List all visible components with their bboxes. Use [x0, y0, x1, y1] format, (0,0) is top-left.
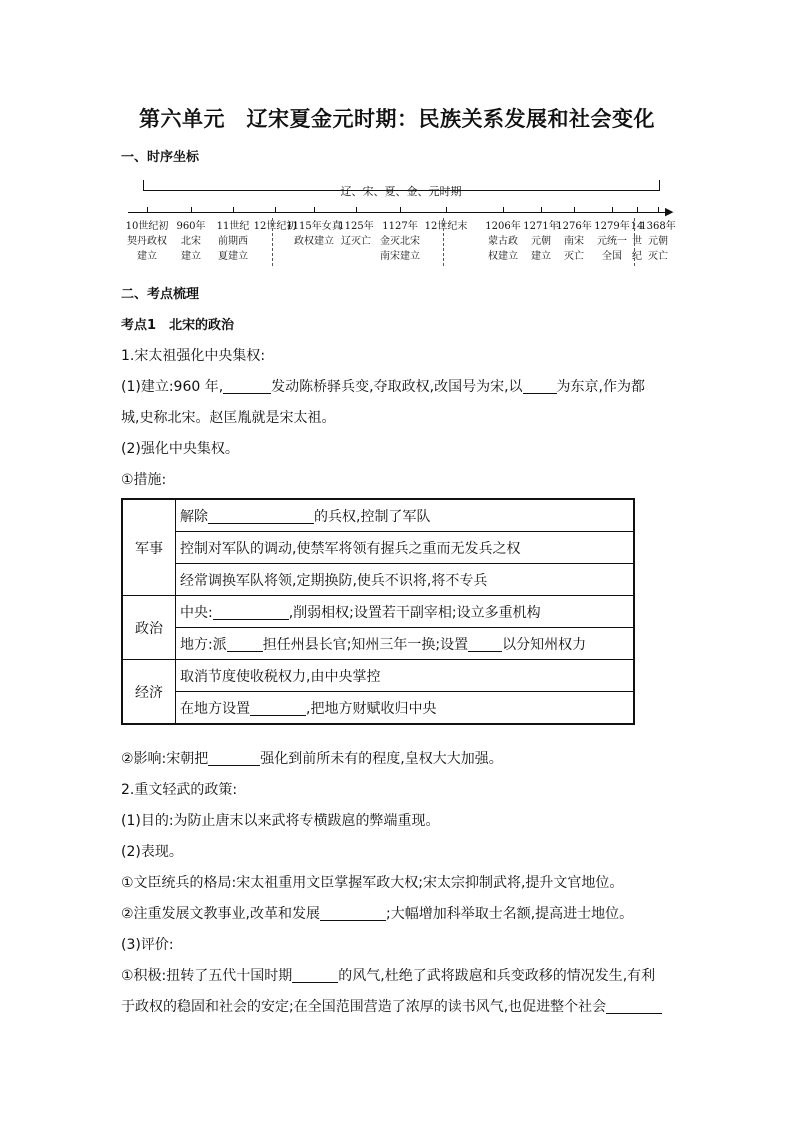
timeline-event-line: 政权建立: [294, 236, 334, 247]
category-cell: 政治: [122, 596, 176, 660]
timeline-event-line: 11世纪: [216, 221, 250, 232]
table-cell: 取消节度使收税权力,由中央掌控: [176, 660, 635, 692]
timeline-tick: [541, 207, 542, 213]
paragraph: ①文臣统兵的格局:宋太祖重用文臣掌握军政大权;宋太宗抑制武将,提升文官地位。: [121, 875, 624, 891]
timeline-event-line: 1368年: [640, 221, 676, 232]
paragraph: (1)目的:为防止唐末以来武将专横跋扈的弊端重现。: [121, 813, 440, 829]
paragraph: ①积极:扭转了五代十国时期 的风气,杜绝了武将跋扈和兵变政移的情况发生,有利: [121, 968, 656, 984]
answer-blank[interactable]: [227, 637, 263, 652]
table-row: [122, 564, 634, 596]
paragraph: ②注重发展文教事业,改革和发展 ;大幅增加科举取士名额,提高进士地位。: [121, 906, 634, 922]
table-row: [122, 596, 634, 628]
timeline-event-line: 金灭北宋: [380, 236, 420, 247]
timeline-event-line: 10世纪初: [125, 221, 169, 232]
timeline-event-line: 辽灭亡: [341, 236, 371, 247]
timeline-event-line: 1127年: [382, 221, 418, 232]
table-row: [122, 499, 634, 532]
table-cell: 经常调换军队将领,定期换防,使兵不识将,将不专兵: [176, 564, 635, 596]
timeline-event-line: 灭亡: [564, 251, 584, 262]
timeline-event-line: 元统一: [597, 236, 627, 247]
table-cell: 控制对军队的调动,使禁军将领有握兵之重而无发兵之权: [176, 532, 635, 564]
timeline-tick: [233, 207, 234, 213]
timeline-event-line: 灭亡: [648, 251, 668, 262]
timeline-tick: [147, 207, 148, 213]
timeline-event-line: 建立: [137, 251, 157, 262]
timeline-event-line: 蒙古政: [488, 236, 518, 247]
page-title: 第六单元 辽宋夏金元时期：民族关系发展和社会变化: [139, 107, 655, 131]
timeline-tick: [503, 207, 504, 213]
answer-blank[interactable]: [208, 509, 314, 524]
timeline-event-line: 南宋建立: [380, 251, 420, 262]
section-heading-timeline: 一、时序坐标: [121, 150, 200, 165]
category-cell: 军事: [122, 499, 176, 596]
topic-heading: 考点1 北宋的政治: [121, 318, 235, 333]
timeline-tick: [400, 207, 401, 213]
answer-blank[interactable]: [208, 751, 260, 766]
timeline-event-line: 元朝: [648, 236, 668, 247]
timeline-event-line: 1115年女真: [286, 221, 342, 232]
timeline-tick: [191, 207, 192, 213]
paragraph: 2.重文轻武的政策:: [121, 782, 238, 798]
paragraph: (2)强化中央集权。: [121, 441, 239, 457]
timeline-dashed-guide: [443, 218, 444, 266]
timeline-event-line: 元朝: [531, 236, 551, 247]
answer-blank[interactable]: [223, 379, 271, 394]
table-cell: 在地方设置 ,把地方财赋收归中央: [176, 692, 635, 725]
timeline-event-line: 建立: [531, 251, 551, 262]
paragraph: ①措施:: [121, 472, 167, 488]
table-row: [122, 660, 634, 692]
timeline-event-line: 14: [630, 221, 644, 232]
timeline-event-line: 全国: [602, 251, 622, 262]
timeline-event: [630, 219, 686, 264]
arrow-head-icon: ▶: [665, 205, 674, 218]
time-axis: [128, 212, 669, 213]
table-row: [122, 532, 634, 564]
timeline-event-line: 权建立: [488, 251, 518, 262]
paragraph: (3)评价:: [121, 937, 174, 953]
timeline-event-line: 1279年: [594, 221, 630, 232]
timeline-tick: [658, 207, 659, 213]
measures-table: [121, 498, 635, 725]
timeline-event-line: 纪: [632, 251, 642, 262]
table-cell: 地方:派 担任州县长官;知州三年一换;设置 以分知州权力: [176, 628, 635, 660]
timeline-tick: [356, 207, 357, 213]
timeline-event-line: 1206年: [485, 221, 521, 232]
timeline-tick: [574, 207, 575, 213]
answer-blank[interactable]: [523, 379, 557, 394]
paragraph: ②影响:宋朝把 强化到前所未有的程度,皇权大大加强。: [121, 751, 503, 767]
answer-blank[interactable]: [606, 999, 662, 1014]
table-cell: 中央: ,削弱相权;设置若干副宰相;设立多重机构: [176, 596, 635, 628]
timeline-event-line: 960年: [176, 221, 206, 232]
timeline-tick: [612, 207, 613, 213]
paragraph: 于政权的稳固和社会的安定;在全国范围营造了浓厚的读书风气,也促进整个社会: [121, 996, 662, 1016]
timeline-tick: [275, 207, 276, 213]
paragraph: 1.宋太祖强化中央集权:: [121, 348, 266, 364]
answer-blank[interactable]: [468, 637, 502, 652]
timeline-event-line: 前期西: [218, 236, 248, 247]
timeline-event-line: 契丹政权: [127, 236, 167, 247]
table-row: [122, 692, 634, 725]
timeline-event-line: 南宋: [564, 236, 584, 247]
timeline-event-line: 12世纪末: [424, 221, 468, 232]
timeline-tick: [637, 207, 638, 213]
timeline-event-line: 北宋: [181, 236, 201, 247]
span-label: 辽、宋、夏、金、元时期: [340, 185, 462, 198]
timeline-event-line: 1276年: [556, 221, 592, 232]
answer-blank[interactable]: [250, 701, 306, 716]
timeline-event-line: 夏建立: [218, 251, 248, 262]
paragraph: (1)建立:960 年, 发动陈桥驿兵变,夺取政权,改国号为宋,以 为东京,作为都: [121, 379, 645, 395]
category-cell: 经济: [122, 660, 176, 725]
timeline-event-line: 建立: [181, 251, 201, 262]
timeline-event-line: 1271年: [523, 221, 559, 232]
timeline-event-line: 12世纪初: [253, 221, 297, 232]
answer-blank[interactable]: [320, 906, 386, 921]
timeline-dashed-guide: [272, 218, 273, 266]
answer-blank[interactable]: [213, 605, 289, 620]
table-cell: 解除 的兵权,控制了军队: [176, 499, 635, 532]
section-heading-kaodian: 二、考点梳理: [121, 287, 200, 302]
paragraph: (2)表现。: [121, 844, 183, 860]
paragraph: 城,史称北宋。赵匡胤就是宋太祖。: [121, 410, 336, 426]
timeline-tick: [314, 207, 315, 213]
timeline-event-line: 世: [632, 236, 642, 247]
answer-blank[interactable]: [292, 968, 338, 983]
table-row: [122, 628, 634, 660]
timeline-event: [418, 219, 474, 234]
timeline-event-line: 1125年: [338, 221, 374, 232]
timeline-tick: [446, 207, 447, 213]
